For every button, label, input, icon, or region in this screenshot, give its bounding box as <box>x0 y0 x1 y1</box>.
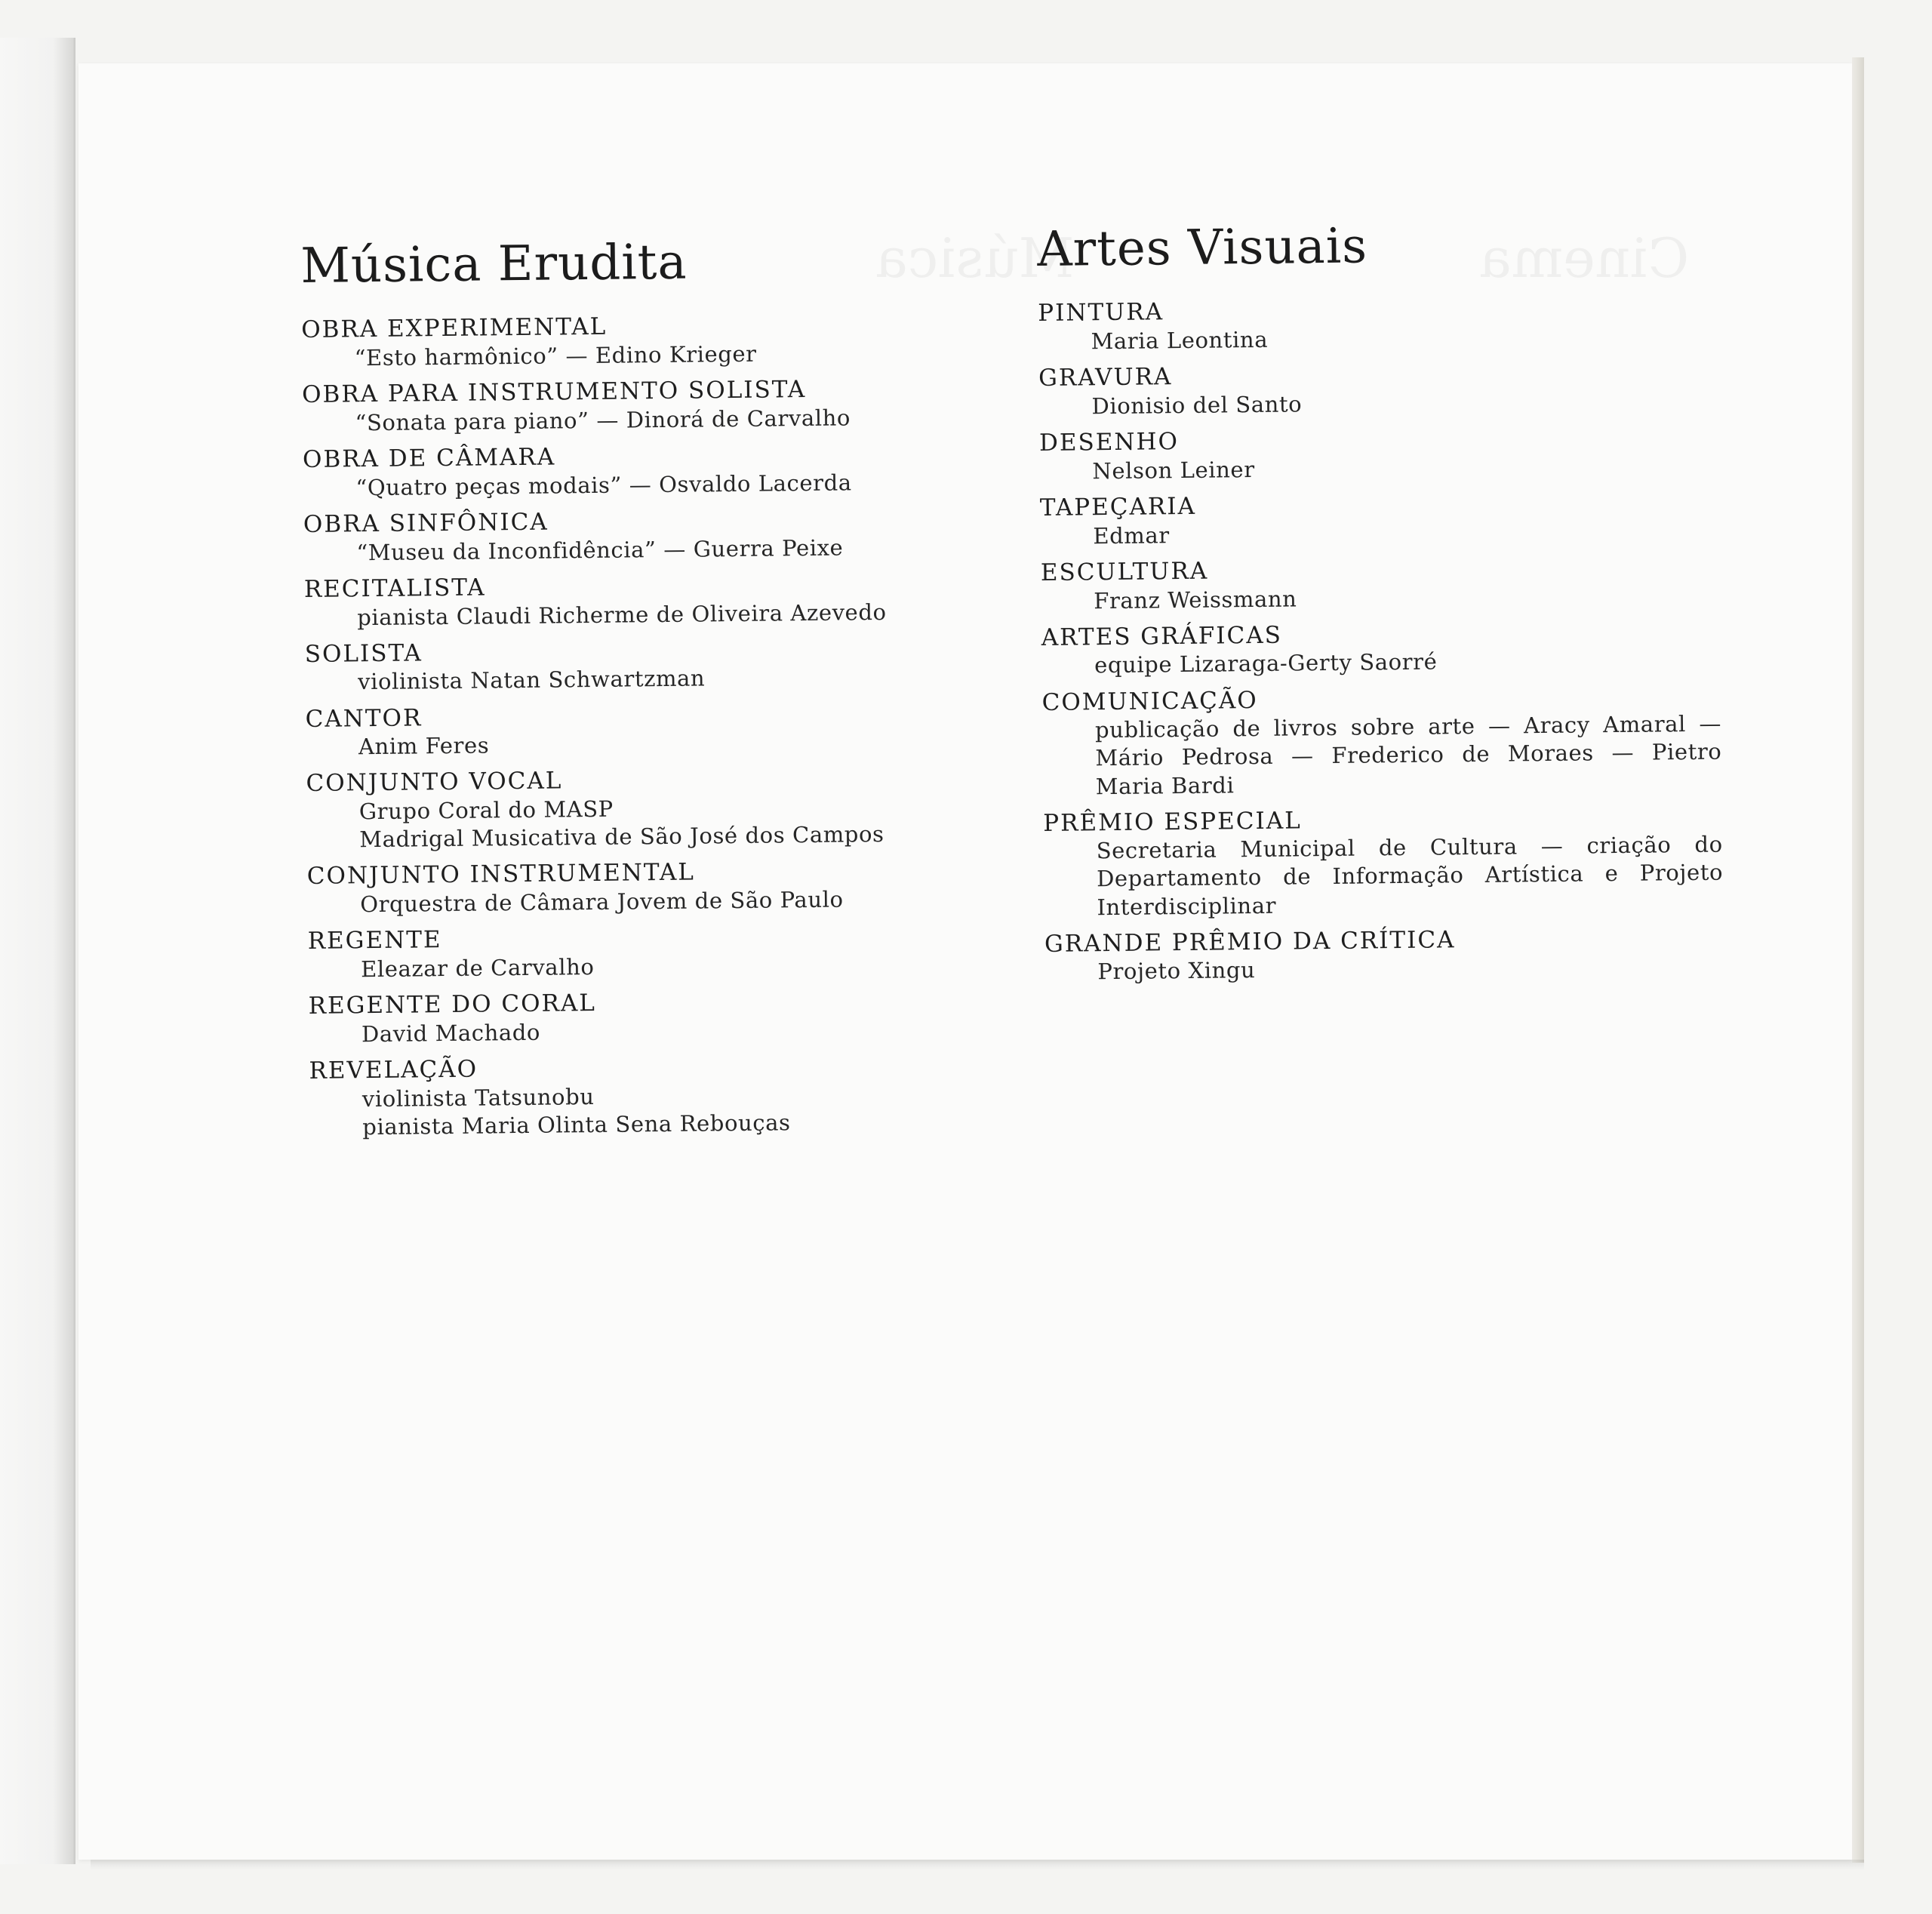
page-stack-edge <box>1852 57 1864 1863</box>
award-winner: Madrigal Musicativa de São José dos Campos <box>359 821 884 853</box>
award-entry <box>306 763 925 855</box>
award-winner: Anim Feres <box>358 732 490 760</box>
artes-visuais-column <box>1037 217 1724 995</box>
award-winner: Dionisio del Santo <box>1091 391 1303 420</box>
award-category: CONJUNTO INSTRUMENTAL <box>306 858 696 891</box>
award-entry <box>1044 922 1724 986</box>
award-winner: Grupo Coral do MASP <box>358 795 614 825</box>
award-category: OBRA PARA INSTRUMENTO SOLISTA <box>301 376 807 409</box>
award-winner: pianista Maria Olinta Sena Rebouças <box>362 1109 791 1140</box>
award-entry <box>302 374 921 438</box>
award-category: CONJUNTO VOCAL <box>306 767 563 798</box>
award-winner: violinista Tatsunobu <box>361 1083 595 1112</box>
award-entry <box>1043 802 1724 922</box>
award-winner: “Museu da Inconfidência” — Guerra Peixe <box>356 534 844 565</box>
award-category: OBRA EXPERIMENTAL <box>301 313 608 344</box>
award-entry <box>1041 616 1721 680</box>
facing-page-edge <box>0 38 75 1864</box>
award-winner: Projeto Xingu <box>1097 957 1256 985</box>
award-winner: violinista Natan Schwartzman <box>357 665 706 695</box>
award-entry <box>1040 487 1720 551</box>
award-winner: David Machado <box>361 1019 541 1048</box>
award-winner: Eleazar de Carvalho <box>360 953 595 983</box>
award-entry <box>1041 551 1721 615</box>
award-entry <box>1038 292 1718 356</box>
award-winner: pianista Claudi Richerme de Oliveira Azevedo <box>357 599 887 630</box>
award-entry <box>309 1050 928 1142</box>
award-category: OBRA SINFÔNICA <box>303 508 549 538</box>
page-shadow <box>91 1860 1864 1870</box>
award-category: PINTURA <box>1038 298 1164 328</box>
award-winner: equipe Lizaraga-Gerty Saorré <box>1094 648 1438 679</box>
section-title-artes-visuais: Artes Visuais <box>1036 218 1368 278</box>
award-winner: Franz Weissmann <box>1094 585 1297 614</box>
award-category: RECITALISTA <box>303 574 486 603</box>
award-winner: publicação de livros sobre arte — Aracy Amaral — Mário Pedrosa — Frederico de Moraes — Pietro Maria Bardi <box>1094 710 1722 799</box>
award-category: REVELAÇÃO <box>309 1055 478 1085</box>
award-category: CANTOR <box>305 703 423 733</box>
musica-erudita-column <box>300 233 929 1149</box>
award-entry <box>308 921 928 984</box>
award-entry <box>305 698 924 762</box>
award-category: SOLISTA <box>304 639 423 668</box>
award-category: PRÊMIO ESPECIAL <box>1043 806 1302 837</box>
award-winner: “Quatro peças modais” — Osvaldo Lacerda <box>355 469 852 501</box>
award-entry <box>303 439 922 503</box>
award-entry <box>305 633 924 697</box>
section-title-musica-erudita: Música Erudita <box>300 234 688 294</box>
award-winner: “Esto harmônico” — Edino Krieger <box>354 340 757 371</box>
award-category: ESCULTURA <box>1040 557 1209 586</box>
award-category: COMUNICAÇÃO <box>1041 686 1258 716</box>
award-category: REGENTE DO CORAL <box>308 989 597 1020</box>
artes-visuais-award-list <box>1038 292 1724 987</box>
award-entry <box>1039 422 1719 486</box>
award-category: REGENTE <box>307 926 442 955</box>
award-entry <box>304 568 924 632</box>
award-category: OBRA DE CÂMARA <box>302 443 556 474</box>
award-winner: Secretaria Municipal de Cultura — criação do Departamento de Informação Artística e Projeto Interdisciplinar <box>1096 831 1724 920</box>
musica-erudita-award-list <box>301 309 928 1142</box>
award-entry <box>1041 681 1722 801</box>
award-winner: “Sonata para piano” — Dinorá de Carvalho <box>355 405 851 436</box>
award-entry <box>307 856 927 919</box>
award-category: GRANDE PRÊMIO DA CRÍTICA <box>1044 925 1456 958</box>
award-category: ARTES GRÁFICAS <box>1041 621 1283 651</box>
award-winner: Nelson Leiner <box>1092 456 1255 485</box>
award-category: DESENHO <box>1038 428 1180 457</box>
award-entry <box>1038 357 1718 421</box>
award-category: GRAVURA <box>1038 363 1173 392</box>
award-entry <box>308 985 928 1048</box>
award-winner: Maria Leontina <box>1091 326 1269 355</box>
award-entry <box>303 503 923 567</box>
award-category: TAPEÇARIA <box>1039 492 1197 522</box>
award-winner: Orquestra de Câmara Jovem de São Paulo <box>360 886 844 918</box>
award-winner: Edmar <box>1093 522 1170 549</box>
award-entry <box>301 309 921 373</box>
